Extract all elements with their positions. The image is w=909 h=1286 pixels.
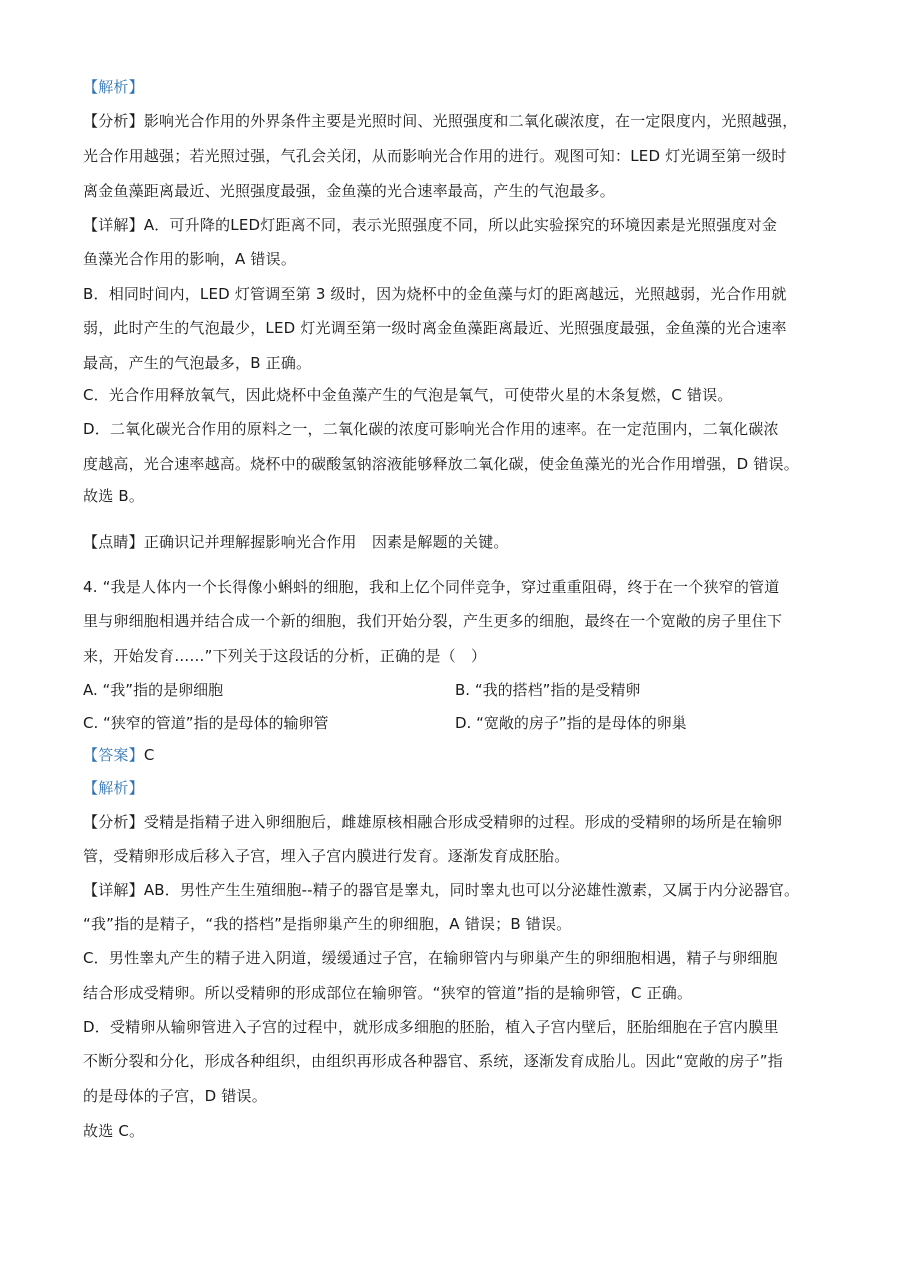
option-c: C. “狭窄的管道”指的是母体的输卵管 — [83, 714, 329, 732]
detail-tag: 【详解】 — [83, 216, 144, 234]
detail-paragraph-line: 鱼藻光合作用的影响，A 错误。 — [83, 250, 297, 268]
option-b: B. “我的搭档”指的是受精卵 — [455, 681, 641, 699]
section-label-jiexi: 【解析】 — [83, 78, 144, 96]
answer-tag: 【答案】 — [83, 746, 144, 764]
answer-line — [83, 744, 155, 766]
detail-paragraph-line: C．光合作用释放氧气，因此烧杯中金鱼藻产生的气泡是氧气，可使带火星的木条复燃，C 错误。 — [83, 386, 733, 404]
option-a: A. “我”指的是卵细胞 — [83, 681, 224, 699]
choice-line: 故选 B。 — [83, 487, 145, 505]
detail-paragraph-line: D．二氧化碳光合作用的原料之一，二氧化碳的浓度可影响光合作用的速率。在一定范围内，二氧化碳浓 — [83, 420, 779, 438]
answer-value: C — [143, 746, 155, 764]
option-d: D. “宽敞的房子”指的是母体的卵巢 — [455, 714, 687, 732]
detail-paragraph-line: 结合形成受精卵。所以受精卵的形成部位在输卵管。“狭窄的管道”指的是输卵管，C 正确。 — [83, 984, 693, 1002]
detail-paragraph-line: 【详解】A．可升降的LED灯距离不同，表示光照强度不同，所以此实验探究的环境因素是光照强度对金 — [83, 216, 778, 234]
detail-paragraph-line: 弱，此时产生的气泡最少，LED 灯光调至第一级时离金鱼藻距离最近、光照强度最强，金鱼藻的光合速率 — [83, 319, 787, 337]
detail-paragraph-line: 不断分裂和分化，形成各种组织，由组织再形成各种器官、系统，逐渐发育成胎儿。因此“宽敞的房子”指 — [83, 1052, 783, 1070]
detail-paragraph-line: 最高，产生的气泡最多，B 正确。 — [83, 354, 312, 372]
choice-line: 故选 C。 — [83, 1122, 145, 1140]
analysis-paragraph-line: 离金鱼藻距离最近、光照强度最强，金鱼藻的光合速率最高，产生的气泡最多。 — [83, 182, 616, 200]
detail-paragraph-line: 度越高，光合速率越高。烧杯中的碳酸氢钠溶液能够释放二氧化碳，使金鱼藻光的光合作用增强，D 错误。 — [83, 455, 799, 473]
question-stem-line: 里与卵细胞相遇并结合成一个新的细胞，我们开始分裂，产生更多的细胞，最终在一个宽敞的房子里住下 — [83, 612, 783, 630]
detail-paragraph-line: B．相同时间内，LED 灯管调至第 3 级时，因为烧杯中的金鱼藻与灯的距离越远，光照越弱，光合作用就 — [83, 285, 787, 303]
analysis-paragraph-line: 光合作用越强；若光照过强，气孔会关闭，从而影响光合作用的进行。观图可知：LED 灯光调至第一级时 — [83, 147, 787, 165]
question-stem-line: 来，开始发育……”下列关于这段话的分析，正确的是（ ） — [83, 647, 487, 665]
analysis-paragraph-line: 【分析】影响光合作用的外界条件主要是光照时间、光照强度和二氧化碳浓度，在一定限度内，光照越强， — [83, 112, 798, 130]
detail-paragraph-line: C．男性睾丸产生的精子进入阴道，缓缓通过子宫，在输卵管内与卵巢产生的卵细胞相遇，精子与卵细胞 — [83, 949, 778, 967]
detail-tag: 【详解】 — [83, 881, 144, 899]
detail-paragraph-line: “我”指的是精子，“我的搭档”是指卵巢产生的卵细胞，A 错误；B 错误。 — [83, 915, 572, 933]
detail-paragraph-line: 的是母体的子宫，D 错误。 — [83, 1087, 267, 1105]
detail-paragraph-line: D．受精卵从输卵管进入子宫的过程中，就形成多细胞的胚胎，植入子宫内壁后，胚胎细胞在子宫内膜里 — [83, 1018, 779, 1036]
section-label-jiexi: 【解析】 — [83, 779, 144, 797]
analysis-tag: 【分析】 — [83, 813, 144, 831]
comment-line: 【点睛】正确识记并理解握影响光合作用 因素是解题的关键。 — [83, 533, 509, 551]
detail-paragraph-line: 【详解】AB．男性产生生殖细胞--精子的器官是睾丸，同时睾丸也可以分泌雄性激素，又属于内分泌器官。 — [83, 881, 800, 899]
comment-tag: 【点睛】 — [83, 533, 144, 551]
analysis-paragraph-line: 【分析】受精是指精子进入卵细胞后，雌雄原核相融合形成受精卵的过程。形成的受精卵的场所是在输卵 — [83, 813, 783, 831]
analysis-tag: 【分析】 — [83, 112, 144, 130]
analysis-paragraph-line: 管，受精卵形成后移入子宫，埋入子宫内膜进行发育。逐渐发育成胚胎。 — [83, 847, 570, 865]
question-stem-line: 4. “我是人体内一个长得像小蝌蚪的细胞，我和上亿个同伴竞争，穿过重重阻碍，终于在一个狭窄的管道 — [83, 578, 780, 596]
